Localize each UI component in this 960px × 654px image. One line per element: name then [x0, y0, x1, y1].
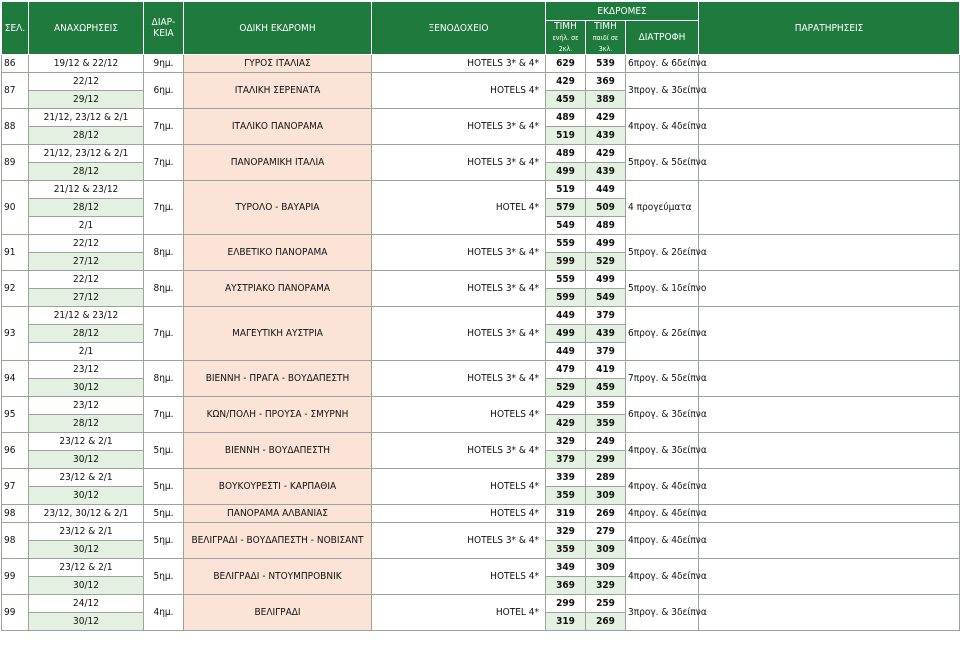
col-meals-header: ΔΙΑΤΡΟΦΗ	[626, 21, 699, 55]
meals: 4προγ. & 3δείπνα	[626, 433, 699, 469]
child-price: 369	[586, 73, 626, 91]
child-price-label: ΤΙΜΗ	[594, 21, 617, 32]
adult-price: 349	[546, 559, 586, 577]
meals: 4προγ. & 4δείπνα	[626, 109, 699, 145]
tour-name: ΒΙΕΝΝΗ - ΠΡΑΓΑ - ΒΟΥΔΑΠΕΣΤΗ	[184, 361, 372, 397]
adult-price: 459	[546, 91, 586, 109]
tour-name: ΠΑΝΟΡΑΜΙΚΗ ΙΤΑΛΙΑ	[184, 145, 372, 181]
page-number: 91	[2, 235, 29, 271]
hotel-category: HOTELS 3* & 4*	[372, 271, 546, 307]
adult-price: 329	[546, 433, 586, 451]
notes	[699, 73, 960, 109]
col-adult-price-header	[546, 21, 586, 55]
adult-price: 489	[546, 145, 586, 163]
child-price: 539	[586, 55, 626, 73]
child-price: 499	[586, 271, 626, 289]
table-row	[2, 235, 960, 253]
adult-price: 449	[546, 307, 586, 325]
meals: 5προγ. & 1δείπνο	[626, 271, 699, 307]
tour-name: ΒΕΛΙΓΡΑΔΙ	[184, 595, 372, 631]
notes	[699, 55, 960, 73]
table-row	[2, 73, 960, 91]
notes	[699, 271, 960, 307]
child-price: 259	[586, 595, 626, 613]
hotel-category: HOTELS 3* & 4*	[372, 523, 546, 559]
page-number: 95	[2, 397, 29, 433]
table-row	[2, 433, 960, 451]
meals: 6προγ. & 6δείπνα	[626, 55, 699, 73]
adult-price: 319	[546, 613, 586, 631]
adult-price: 479	[546, 361, 586, 379]
page-number: 87	[2, 73, 29, 109]
hotel-category: HOTELS 3* & 4*	[372, 361, 546, 397]
notes	[699, 235, 960, 271]
adult-price: 489	[546, 109, 586, 127]
child-price: 359	[586, 397, 626, 415]
page-number: 93	[2, 307, 29, 361]
tour-name: ΚΩΝ/ΠΟΛΗ - ΠΡΟΥΣΑ - ΣΜΥΡΝΗ	[184, 397, 372, 433]
adult-price: 359	[546, 487, 586, 505]
table-row	[2, 595, 960, 613]
table-row	[2, 361, 960, 379]
departure-date: 22/12	[29, 73, 144, 91]
departure-date: 23/12 & 2/1	[29, 523, 144, 541]
child-price: 489	[586, 217, 626, 235]
duration: 7ημ.	[144, 109, 184, 145]
child-price: 299	[586, 451, 626, 469]
duration: 5ημ.	[144, 505, 184, 523]
tour-name: ΓΥΡΟΣ ΙΤΑΛΙΑΣ	[184, 55, 372, 73]
adult-price: 559	[546, 271, 586, 289]
child-price: 429	[586, 109, 626, 127]
child-price: 269	[586, 613, 626, 631]
page-number: 96	[2, 433, 29, 469]
duration: 7ημ.	[144, 307, 184, 361]
hotel-category: HOTEL 4*	[372, 181, 546, 235]
child-price: 429	[586, 145, 626, 163]
duration: 7ημ.	[144, 181, 184, 235]
hotel-category: HOTELS 3* & 4*	[372, 55, 546, 73]
departure-date: 28/12	[29, 415, 144, 433]
hotel-category: HOTEL 4*	[372, 595, 546, 631]
meals: 4προγ. & 4δείπνα	[626, 505, 699, 523]
adult-price: 429	[546, 73, 586, 91]
adult-price: 429	[546, 397, 586, 415]
duration: 7ημ.	[144, 145, 184, 181]
child-price: 509	[586, 199, 626, 217]
child-price: 279	[586, 523, 626, 541]
child-price: 439	[586, 163, 626, 181]
child-price: 309	[586, 541, 626, 559]
page-number: 99	[2, 559, 29, 595]
duration: 5ημ.	[144, 433, 184, 469]
meals: 3προγ. & 3δείπνα	[626, 595, 699, 631]
tour-name: ΒΕΛΙΓΡΑΔΙ - ΝΤΟΥΜΠΡΟΒΝΙΚ	[184, 559, 372, 595]
hotel-category: HOTELS 4*	[372, 559, 546, 595]
departure-date: 2/1	[29, 343, 144, 361]
tour-name: ΙΤΑΛΙΚΗ ΣΕΡΕΝΑΤΑ	[184, 73, 372, 109]
child-price-sub: παιδί σε 3κλ.	[592, 34, 619, 53]
child-price: 269	[586, 505, 626, 523]
hotel-category: HOTELS 4*	[372, 397, 546, 433]
table-row	[2, 181, 960, 199]
child-price: 379	[586, 343, 626, 361]
tour-name: ΤΥΡΟΛΟ - ΒΑΥΑΡΙΑ	[184, 181, 372, 235]
adult-price: 429	[546, 415, 586, 433]
table-row	[2, 307, 960, 325]
hotel-category: HOTELS 3* & 4*	[372, 145, 546, 181]
departure-date: 21/12 & 23/12	[29, 181, 144, 199]
adult-price: 559	[546, 235, 586, 253]
departure-date: 23/12	[29, 397, 144, 415]
meals: 5προγ. & 2δείπνα	[626, 235, 699, 271]
departure-date: 30/12	[29, 541, 144, 559]
duration: 4ημ.	[144, 595, 184, 631]
child-price: 439	[586, 325, 626, 343]
departure-date: 21/12 & 23/12	[29, 307, 144, 325]
adult-price: 579	[546, 199, 586, 217]
adult-price: 339	[546, 469, 586, 487]
tour-name: ΒΟΥΚΟΥΡΕΣΤΙ - ΚΑΡΠΑΘΙΑ	[184, 469, 372, 505]
page-number: 97	[2, 469, 29, 505]
notes	[699, 559, 960, 595]
departure-date: 23/12 & 2/1	[29, 559, 144, 577]
adult-price: 599	[546, 289, 586, 307]
adult-price-sub: ενήλ. σε 2κλ.	[552, 34, 579, 53]
child-price: 379	[586, 307, 626, 325]
hotel-category: HOTELS 3* & 4*	[372, 433, 546, 469]
child-price: 289	[586, 469, 626, 487]
col-dates-header: ΑΝΑΧΩΡΗΣΕΙΣ	[29, 2, 144, 55]
adult-price: 379	[546, 451, 586, 469]
child-price: 249	[586, 433, 626, 451]
adult-price: 629	[546, 55, 586, 73]
page-number: 98	[2, 523, 29, 559]
departure-date: 28/12	[29, 199, 144, 217]
tour-name: ΠΑΝΟΡΑΜΑ ΑΛΒΑΝΙΑΣ	[184, 505, 372, 523]
duration: 5ημ.	[144, 559, 184, 595]
child-price: 439	[586, 127, 626, 145]
page-number: 88	[2, 109, 29, 145]
adult-price: 319	[546, 505, 586, 523]
notes	[699, 145, 960, 181]
col-excursions-header: ΕΚΔΡΟΜΕΣ	[546, 2, 699, 21]
duration: 9ημ.	[144, 55, 184, 73]
departure-date: 30/12	[29, 451, 144, 469]
table-row	[2, 397, 960, 415]
departure-date: 24/12	[29, 595, 144, 613]
departure-date: 29/12	[29, 91, 144, 109]
tour-name: ΒΕΛΙΓΡΑΔΙ - ΒΟΥΔΑΠΕΣΤΗ - ΝΟΒΙΣΑΝΤ	[184, 523, 372, 559]
page-number: 86	[2, 55, 29, 73]
adult-price: 529	[546, 379, 586, 397]
table-row	[2, 145, 960, 163]
page-number: 92	[2, 271, 29, 307]
child-price: 529	[586, 253, 626, 271]
child-price: 309	[586, 487, 626, 505]
table-row	[2, 523, 960, 541]
adult-price: 549	[546, 217, 586, 235]
adult-price: 329	[546, 523, 586, 541]
tours-table	[1, 1, 960, 631]
notes	[699, 361, 960, 397]
notes	[699, 523, 960, 559]
meals: 4 προγεύματα	[626, 181, 699, 235]
departure-date: 30/12	[29, 577, 144, 595]
meals: 4προγ. & 4δείπνα	[626, 523, 699, 559]
adult-price: 499	[546, 325, 586, 343]
table-row	[2, 505, 960, 523]
table-row	[2, 55, 960, 73]
page-number: 99	[2, 595, 29, 631]
departure-date: 28/12	[29, 127, 144, 145]
notes	[699, 595, 960, 631]
col-child-price-header	[586, 21, 626, 55]
adult-price: 369	[546, 577, 586, 595]
meals: 5προγ. & 5δείπνα	[626, 145, 699, 181]
hotel-category: HOTELS 3* & 4*	[372, 235, 546, 271]
tour-name: ΙΤΑΛΙΚΟ ΠΑΝΟΡΑΜΑ	[184, 109, 372, 145]
child-price: 419	[586, 361, 626, 379]
departure-date: 22/12	[29, 235, 144, 253]
page-number: 90	[2, 181, 29, 235]
table-row	[2, 559, 960, 577]
adult-price: 499	[546, 163, 586, 181]
departure-date: 30/12	[29, 379, 144, 397]
notes	[699, 505, 960, 523]
departure-date: 28/12	[29, 325, 144, 343]
meals: 7προγ. & 5δείπνα	[626, 361, 699, 397]
notes	[699, 307, 960, 361]
departure-date: 28/12	[29, 163, 144, 181]
departure-date: 30/12	[29, 613, 144, 631]
tour-name: ΕΛΒΕΤΙΚΟ ΠΑΝΟΡΑΜΑ	[184, 235, 372, 271]
tour-name: ΒΙΕΝΝΗ - ΒΟΥΔΑΠΕΣΤΗ	[184, 433, 372, 469]
duration: 6ημ.	[144, 73, 184, 109]
hotel-category: HOTELS 4*	[372, 505, 546, 523]
duration: 8ημ.	[144, 271, 184, 307]
hotel-category: HOTELS 3* & 4*	[372, 307, 546, 361]
adult-price: 599	[546, 253, 586, 271]
departure-date: 27/12	[29, 253, 144, 271]
page-number: 94	[2, 361, 29, 397]
hotel-category: HOTELS 4*	[372, 73, 546, 109]
col-sel-header: ΣΕΛ.	[2, 2, 29, 55]
departure-date: 23/12, 30/12 & 2/1	[29, 505, 144, 523]
departure-date: 30/12	[29, 487, 144, 505]
page-number: 89	[2, 145, 29, 181]
child-price: 389	[586, 91, 626, 109]
notes	[699, 433, 960, 469]
col-duration-header	[144, 2, 184, 55]
col-hotel-header: ΞΕΝΟΔΟΧΕΙΟ	[372, 2, 546, 55]
duration: 7ημ.	[144, 397, 184, 433]
tour-name: ΑΥΣΤΡΙΑΚΟ ΠΑΝΟΡΑΜΑ	[184, 271, 372, 307]
adult-price: 299	[546, 595, 586, 613]
duration: 5ημ.	[144, 469, 184, 505]
adult-price: 519	[546, 127, 586, 145]
child-price: 449	[586, 181, 626, 199]
departure-date: 19/12 & 22/12	[29, 55, 144, 73]
duration: 8ημ.	[144, 235, 184, 271]
departure-date: 22/12	[29, 271, 144, 289]
meals: 4προγ. & 4δείπνα	[626, 469, 699, 505]
page-number: 98	[2, 505, 29, 523]
adult-price: 449	[546, 343, 586, 361]
notes	[699, 469, 960, 505]
departure-date: 27/12	[29, 289, 144, 307]
table-row	[2, 271, 960, 289]
notes	[699, 109, 960, 145]
col-notes-header: ΠΑΡΑΤΗΡΗΣΕΙΣ	[699, 2, 960, 55]
departure-date: 23/12 & 2/1	[29, 469, 144, 487]
child-price: 329	[586, 577, 626, 595]
adult-price: 359	[546, 541, 586, 559]
duration-header-line2: ΚΕΙΑ	[153, 28, 174, 39]
table-row	[2, 469, 960, 487]
child-price: 359	[586, 415, 626, 433]
hotel-category: HOTELS 4*	[372, 469, 546, 505]
duration-header-line1: ΔΙΑΡ-	[151, 17, 176, 28]
hotel-category: HOTELS 3* & 4*	[372, 109, 546, 145]
meals: 3προγ. & 3δείπνα	[626, 73, 699, 109]
notes	[699, 397, 960, 433]
duration: 5ημ.	[144, 523, 184, 559]
departure-date: 23/12	[29, 361, 144, 379]
child-price: 499	[586, 235, 626, 253]
child-price: 549	[586, 289, 626, 307]
notes	[699, 181, 960, 235]
adult-price: 519	[546, 181, 586, 199]
meals: 6προγ. & 3δείπνα	[626, 397, 699, 433]
departure-date: 21/12, 23/12 & 2/1	[29, 145, 144, 163]
meals: 6προγ. & 2δείπνα	[626, 307, 699, 361]
adult-price-label: ΤΙΜΗ	[554, 21, 577, 32]
departure-date: 2/1	[29, 217, 144, 235]
departure-date: 21/12, 23/12 & 2/1	[29, 109, 144, 127]
child-price: 459	[586, 379, 626, 397]
departure-date: 23/12 & 2/1	[29, 433, 144, 451]
tour-name: ΜΑΓΕΥΤΙΚΗ ΑΥΣΤΡΙΑ	[184, 307, 372, 361]
col-route-header: ΟΔΙΚΗ ΕΚΔΡΟΜΗ	[184, 2, 372, 55]
table-row	[2, 109, 960, 127]
duration: 8ημ.	[144, 361, 184, 397]
meals: 4προγ. & 4δείπνα	[626, 559, 699, 595]
child-price: 309	[586, 559, 626, 577]
